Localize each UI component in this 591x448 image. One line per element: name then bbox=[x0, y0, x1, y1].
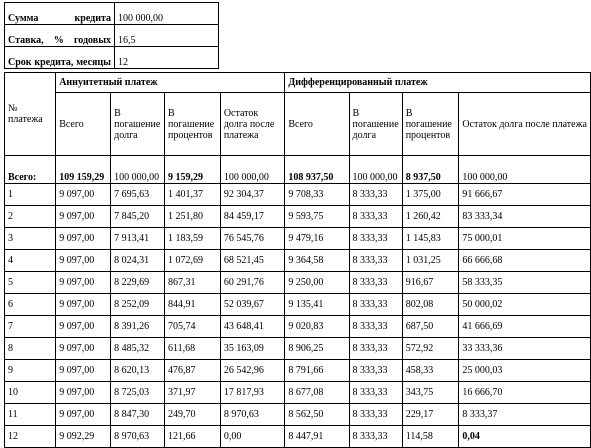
group-header-row bbox=[5, 73, 591, 93]
table-row bbox=[5, 294, 591, 316]
amount-cell[interactable]: 8 677,08 bbox=[285, 382, 349, 404]
amount-cell[interactable]: 8 333,33 bbox=[349, 272, 402, 294]
amount-cell[interactable]: 1 260,42 bbox=[402, 206, 459, 228]
amount-cell[interactable]: 8 333,33 bbox=[349, 184, 402, 206]
amount-cell[interactable]: 867,31 bbox=[165, 272, 221, 294]
param-label[interactable]: Ставка, % годовых bbox=[5, 25, 115, 47]
payment-number-cell[interactable]: 7 bbox=[5, 316, 56, 338]
param-label[interactable]: Срок кредита, месяцы bbox=[5, 47, 115, 69]
param-label[interactable]: Сумма кредита bbox=[5, 3, 115, 25]
payment-number-cell[interactable]: 1 bbox=[5, 184, 56, 206]
amount-cell[interactable]: 8 333,33 bbox=[349, 250, 402, 272]
amount-cell[interactable]: 76 545,76 bbox=[220, 228, 285, 250]
amount-cell[interactable]: 1 251,80 bbox=[165, 206, 221, 228]
table-row bbox=[5, 272, 591, 294]
amount-cell[interactable]: 60 291,76 bbox=[220, 272, 285, 294]
amount-cell[interactable]: 844,91 bbox=[165, 294, 221, 316]
amount-cell[interactable]: 8 970,63 bbox=[111, 426, 165, 448]
amount-cell[interactable]: 7 913,41 bbox=[111, 228, 165, 250]
totals-cell[interactable]: Всего: bbox=[5, 156, 56, 184]
param-row bbox=[5, 25, 219, 47]
amount-cell[interactable]: 8 391,26 bbox=[111, 316, 165, 338]
amount-cell[interactable]: 8 333,33 bbox=[349, 404, 402, 426]
amount-cell[interactable]: 66 666,68 bbox=[459, 250, 591, 272]
amount-cell[interactable]: 8 229,69 bbox=[111, 272, 165, 294]
amount-cell[interactable]: 249,70 bbox=[165, 404, 221, 426]
amount-cell[interactable]: 1 183,59 bbox=[165, 228, 221, 250]
header-differentiated[interactable]: Дифференцированный платеж bbox=[285, 73, 591, 93]
amount-cell[interactable]: 1 072,69 bbox=[165, 250, 221, 272]
amount-cell[interactable]: 9 020,83 bbox=[285, 316, 349, 338]
amount-cell[interactable]: 458,33 bbox=[402, 360, 459, 382]
amount-cell[interactable]: 371,97 bbox=[165, 382, 221, 404]
payment-number-cell[interactable]: 4 bbox=[5, 250, 56, 272]
amount-cell[interactable]: 705,74 bbox=[165, 316, 221, 338]
amount-cell[interactable]: 17 817,93 bbox=[220, 382, 285, 404]
amount-cell[interactable]: 75 000,01 bbox=[459, 228, 591, 250]
header-annuity-total[interactable]: Всего bbox=[56, 93, 111, 156]
totals-cell[interactable]: 100 000,00 bbox=[349, 156, 402, 184]
amount-cell[interactable]: 8 447,91 bbox=[285, 426, 349, 448]
amount-cell[interactable]: 52 039,67 bbox=[220, 294, 285, 316]
amount-cell[interactable]: 9 135,41 bbox=[285, 294, 349, 316]
header-payment-number[interactable]: № платежа bbox=[5, 73, 56, 156]
payment-number-cell[interactable]: 12 bbox=[5, 426, 56, 448]
amount-cell[interactable]: 8 024,31 bbox=[111, 250, 165, 272]
amount-cell[interactable]: 91 666,67 bbox=[459, 184, 591, 206]
table-row bbox=[5, 404, 591, 426]
totals-cell[interactable]: 8 937,50 bbox=[402, 156, 459, 184]
amount-cell[interactable]: 1 375,00 bbox=[402, 184, 459, 206]
totals-cell[interactable]: 9 159,29 bbox=[165, 156, 221, 184]
amount-cell[interactable]: 9 479,16 bbox=[285, 228, 349, 250]
totals-cell[interactable]: 109 159,29 bbox=[56, 156, 111, 184]
amount-cell[interactable]: 8 333,33 bbox=[349, 316, 402, 338]
amount-cell[interactable]: 8 252,09 bbox=[111, 294, 165, 316]
amount-cell[interactable]: 8 333,33 bbox=[349, 382, 402, 404]
amount-cell[interactable]: 84 459,17 bbox=[220, 206, 285, 228]
amount-cell[interactable]: 9 097,00 bbox=[56, 294, 111, 316]
amount-cell[interactable]: 9 250,00 bbox=[285, 272, 349, 294]
table-row bbox=[5, 228, 591, 250]
amount-cell[interactable]: 16 666,70 bbox=[459, 382, 591, 404]
header-annuity-interest[interactable]: В погашение процентов bbox=[165, 93, 221, 156]
totals-row bbox=[5, 156, 591, 184]
amount-cell[interactable]: 8 333,33 bbox=[349, 360, 402, 382]
amount-cell[interactable]: 1 145,83 bbox=[402, 228, 459, 250]
amount-cell[interactable]: 9 364,58 bbox=[285, 250, 349, 272]
amount-cell[interactable]: 9 097,00 bbox=[56, 184, 111, 206]
table-row bbox=[5, 338, 591, 360]
amount-cell[interactable]: 68 521,45 bbox=[220, 250, 285, 272]
amount-cell[interactable]: 7 695,63 bbox=[111, 184, 165, 206]
amount-cell[interactable]: 26 542,96 bbox=[220, 360, 285, 382]
amount-cell[interactable]: 92 304,37 bbox=[220, 184, 285, 206]
amount-cell[interactable]: 9 097,00 bbox=[56, 228, 111, 250]
amount-cell[interactable]: 8 333,33 bbox=[349, 206, 402, 228]
header-diff-total[interactable]: Всего bbox=[285, 93, 349, 156]
amount-cell[interactable]: 476,87 bbox=[165, 360, 221, 382]
totals-cell[interactable]: 100 000,00 bbox=[459, 156, 591, 184]
header-diff-principal[interactable]: В погашение долга bbox=[349, 93, 402, 156]
amount-cell[interactable]: 8 620,13 bbox=[111, 360, 165, 382]
amount-cell[interactable]: 8 906,25 bbox=[285, 338, 349, 360]
amount-cell[interactable]: 8 333,37 bbox=[459, 404, 591, 426]
header-annuity-balance[interactable]: Остаток долга после платежа bbox=[220, 93, 285, 156]
payment-number-cell[interactable]: 3 bbox=[5, 228, 56, 250]
amount-cell[interactable]: 8 485,32 bbox=[111, 338, 165, 360]
amount-cell[interactable]: 114,58 bbox=[402, 426, 459, 448]
amount-cell[interactable]: 8 847,30 bbox=[111, 404, 165, 426]
amount-cell[interactable]: 9 097,00 bbox=[56, 316, 111, 338]
table-row bbox=[5, 206, 591, 228]
table-row bbox=[5, 250, 591, 272]
header-diff-interest[interactable]: В погашение процентов bbox=[402, 93, 459, 156]
amount-cell[interactable]: 0,00 bbox=[220, 426, 285, 448]
amount-cell[interactable]: 8 791,66 bbox=[285, 360, 349, 382]
amount-cell[interactable]: 1 401,37 bbox=[165, 184, 221, 206]
amount-cell[interactable]: 9 097,00 bbox=[56, 272, 111, 294]
amount-cell[interactable]: 43 648,41 bbox=[220, 316, 285, 338]
amount-cell[interactable]: 9 092,29 bbox=[56, 426, 111, 448]
amount-cell[interactable]: 611,68 bbox=[165, 338, 221, 360]
amount-cell[interactable]: 9 593,75 bbox=[285, 206, 349, 228]
totals-cell[interactable]: 100 000,00 bbox=[220, 156, 285, 184]
amount-cell[interactable]: 8 970,63 bbox=[220, 404, 285, 426]
amount-cell[interactable]: 9 708,33 bbox=[285, 184, 349, 206]
amount-cell[interactable]: 50 000,02 bbox=[459, 294, 591, 316]
amount-cell[interactable]: 8 333,33 bbox=[349, 294, 402, 316]
amount-cell[interactable]: 41 666,69 bbox=[459, 316, 591, 338]
param-value[interactable]: 100 000,00 bbox=[115, 3, 219, 25]
payment-number-cell[interactable]: 10 bbox=[5, 382, 56, 404]
amount-cell[interactable]: 9 097,00 bbox=[56, 338, 111, 360]
amount-cell[interactable]: 83 333,34 bbox=[459, 206, 591, 228]
amount-cell[interactable]: 9 097,00 bbox=[56, 250, 111, 272]
amount-cell[interactable]: 8 333,33 bbox=[349, 426, 402, 448]
payment-schedule-table bbox=[4, 72, 591, 448]
amount-cell[interactable]: 916,67 bbox=[402, 272, 459, 294]
amount-cell[interactable]: 343,75 bbox=[402, 382, 459, 404]
header-annuity[interactable]: Аннуитетный платеж bbox=[56, 73, 285, 93]
amount-cell[interactable]: 9 097,00 bbox=[56, 360, 111, 382]
table-row bbox=[5, 184, 591, 206]
amount-cell[interactable]: 802,08 bbox=[402, 294, 459, 316]
amount-cell[interactable]: 687,50 bbox=[402, 316, 459, 338]
amount-cell[interactable]: 8 333,33 bbox=[349, 228, 402, 250]
param-value[interactable]: 16,5 bbox=[115, 25, 219, 47]
amount-cell[interactable]: 8 333,33 bbox=[349, 338, 402, 360]
payment-number-cell[interactable]: 2 bbox=[5, 206, 56, 228]
header-diff-balance[interactable]: Остаток долга после платежа bbox=[459, 93, 591, 156]
totals-cell[interactable]: 100 000,00 bbox=[111, 156, 165, 184]
param-row bbox=[5, 47, 219, 69]
param-row bbox=[5, 3, 219, 25]
table-row bbox=[5, 382, 591, 404]
amount-cell[interactable]: 9 097,00 bbox=[56, 404, 111, 426]
amount-cell[interactable]: 8 562,50 bbox=[285, 404, 349, 426]
amount-cell[interactable]: 35 163,09 bbox=[220, 338, 285, 360]
amount-cell[interactable]: 9 097,00 bbox=[56, 206, 111, 228]
totals-cell[interactable]: 108 937,50 bbox=[285, 156, 349, 184]
amount-cell[interactable]: 1 031,25 bbox=[402, 250, 459, 272]
loan-params-table bbox=[4, 2, 219, 69]
sub-header-row bbox=[5, 93, 591, 156]
header-annuity-principal[interactable]: В погашение долга bbox=[111, 93, 165, 156]
payment-number-cell[interactable]: 5 bbox=[5, 272, 56, 294]
table-row bbox=[5, 360, 591, 382]
amount-cell[interactable]: 572,92 bbox=[402, 338, 459, 360]
amount-cell[interactable]: 121,66 bbox=[165, 426, 221, 448]
amount-cell[interactable]: 9 097,00 bbox=[56, 382, 111, 404]
payment-number-cell[interactable]: 11 bbox=[5, 404, 56, 426]
amount-cell[interactable]: 58 333,35 bbox=[459, 272, 591, 294]
amount-cell[interactable]: 7 845,20 bbox=[111, 206, 165, 228]
param-value[interactable]: 12 bbox=[115, 47, 219, 69]
payment-number-cell[interactable]: 6 bbox=[5, 294, 56, 316]
amount-cell[interactable]: 229,17 bbox=[402, 404, 459, 426]
payment-number-cell[interactable]: 8 bbox=[5, 338, 56, 360]
table-row bbox=[5, 426, 591, 448]
payment-number-cell[interactable]: 9 bbox=[5, 360, 56, 382]
amount-cell[interactable]: 0,04 bbox=[459, 426, 591, 448]
table-row bbox=[5, 316, 591, 338]
amount-cell[interactable]: 8 725,03 bbox=[111, 382, 165, 404]
amount-cell[interactable]: 33 333,36 bbox=[459, 338, 591, 360]
amount-cell[interactable]: 25 000,03 bbox=[459, 360, 591, 382]
